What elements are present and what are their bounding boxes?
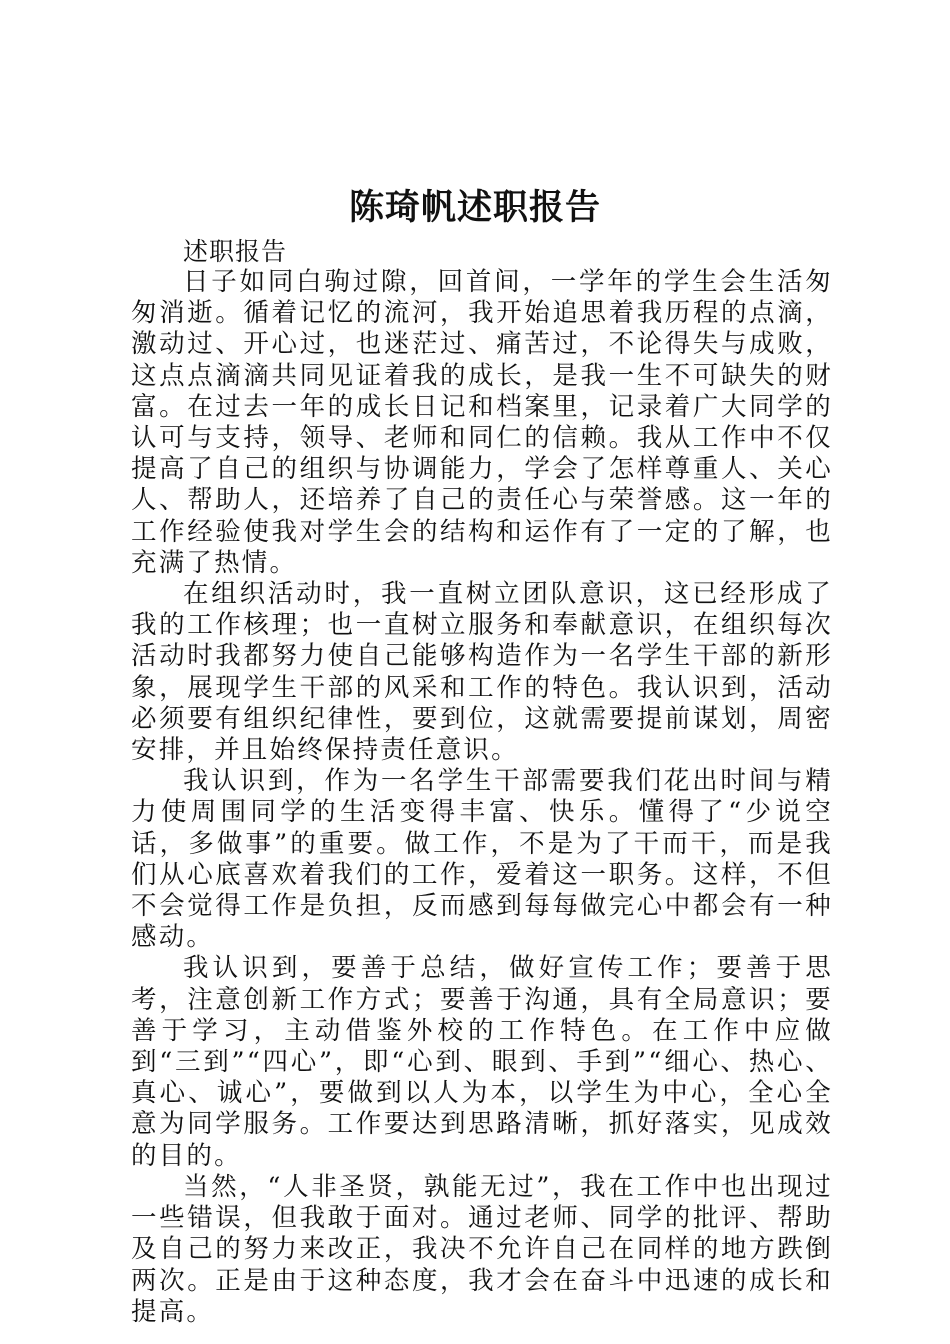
paragraph-2: 在组织活动时，我一直树立团队意识，这已经形成了我的工作核理；也一直树立服务和奉献意识，在组织每次活动时我都努力使自己能够构造作为一名学生干部的新形象，展现学生干部的风采和工作的特色。我认识到，活动必须要有组织纪律性，要到位，这就需要提前谋划，周密安排，并且始终保持责任意识。 xyxy=(131,579,833,766)
paragraph-1: 日子如同白驹过隙，回首间，一学年的学生会生活匆匆消逝。循着记忆的流河，我开始追思着我历程的点滴，激动过、开心过，也迷茫过、痛苦过，不论得失与成败，这点点滴滴共同见证着我的成长，是我一生不可缺失的财富。在过去一年的成长日记和档案里，记录着广大同学的认可与支持，领导、老师和同仁的信赖。我从工作中不仅提高了自己的组织与协调能力，学会了怎样尊重人、关心人、帮助人，还培养了自己的责任心与荣誉感。这一年的工作经验使我对学生会的结构和运作有了一定的了解，也充满了热情。 xyxy=(131,267,833,578)
document-title: 陈琦帆述职报告 xyxy=(348,187,601,228)
document-body xyxy=(131,237,833,1328)
paragraph-4: 我认识到，要善于总结，做好宣传工作；要善于思考，注意创新工作方式；要善于沟通，具有全局意识；要善于学习，主动借鉴外校的工作特色。在工作中应做到“三到”“四心”，即“心到、眼到、手到”“细心、热心、真心、诚心”，要做到以人为本，以学生为中心，全心全意为同学服务。工作要达到思路清晰，抓好落实，见成效的目的。 xyxy=(131,953,833,1171)
document-subtitle: 述职报告 xyxy=(183,237,288,266)
paragraph-3: 我认识到，作为一名学生干部需要我们花出时间与精力使周围同学的生活变得丰富、快乐。懂得了“少说空话，多做事”的重要。做工作，不是为了干而干，而是我们从心底喜欢着我们的工作，爱着这一职务。这样，不但不会觉得工作是负担，反而感到每每做完心中都会有一种感动。 xyxy=(131,766,833,953)
paragraph-5: 当然，“人非圣贤，孰能无过”，我在工作中也出现过一些错误，但我敢于面对。通过老师、同学的批评、帮助及自己的努力来改正，我决不允许自己在同样的地方跌倒两次。正是由于这种态度，我才会在奋斗中迅速的成长和提高。 xyxy=(131,1171,833,1327)
